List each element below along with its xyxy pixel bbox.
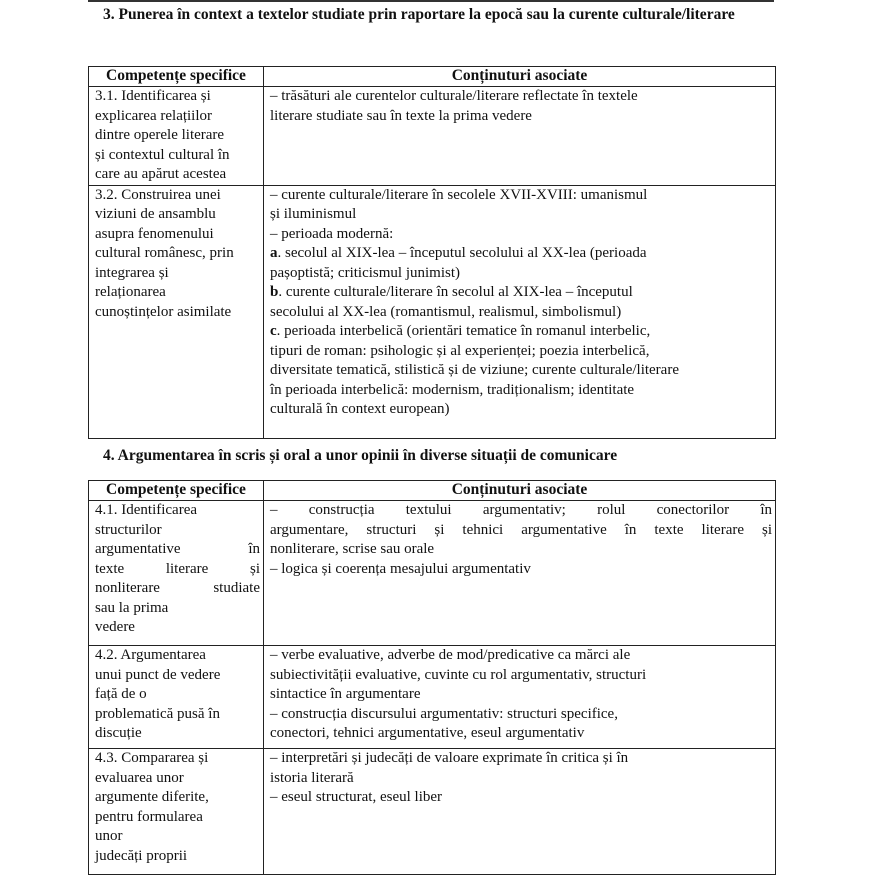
content-cell	[264, 749, 776, 875]
cell-line: pașoptistă; criticismul junimist)	[270, 264, 460, 281]
competence-cell	[89, 749, 264, 875]
cell-line: 4.3. Compararea și	[95, 750, 209, 766]
content-cell	[264, 87, 776, 186]
cell-line: argumente diferite,	[95, 789, 209, 805]
table-row	[89, 87, 776, 186]
cell-line: conectori, tehnici argumentative, eseul argumentativ	[270, 725, 585, 741]
cell-line: nonliterare studiate	[95, 580, 260, 596]
competence-cell	[89, 87, 264, 186]
cell-line: – construcția discursului argumentativ: structuri specifice,	[270, 705, 618, 722]
cell-line: dintre operele literare	[95, 127, 225, 143]
cell-line: integrarea și	[95, 264, 169, 281]
section-3-title: 3. Punerea în context a textelor studiate prin raportare la epocă sau la curente culturale/literare	[103, 6, 735, 23]
cell-line: texte literare și	[95, 560, 260, 577]
table-row	[89, 749, 776, 875]
competence-cell	[89, 185, 264, 438]
cell-line: în perioada interbelică: modernism, tradiționalism; identitate	[270, 381, 635, 398]
content-cell	[264, 646, 776, 749]
top-rule	[88, 0, 774, 2]
table-row	[89, 185, 776, 438]
header-contents: Conținuturi asociate	[264, 67, 776, 87]
cell-line: tipuri de roman: psihologic și al experienței; poezia interbelică,	[270, 342, 650, 359]
competences-table-section-3	[88, 66, 776, 439]
list-marker: c	[270, 323, 277, 339]
cell-line: istoria literară	[270, 769, 354, 786]
cell-line: 3.1. Identificarea și	[95, 88, 211, 104]
cell-line: b. curente culturale/literare în secolul al XIX-lea – începutul	[270, 284, 633, 300]
cell-line: unui punct de vedere	[95, 666, 221, 683]
competences-table-section-4	[88, 480, 776, 875]
cell-line: – verbe evaluative, adverbe de mod/predicative ca mărci ale	[270, 647, 631, 663]
cell-line: argumentative în	[95, 541, 260, 557]
cell-line: viziuni de ansamblu	[95, 206, 216, 222]
header-competences: Competențe specifice	[89, 67, 264, 87]
competence-cell	[89, 646, 264, 749]
cell-line: nonliterare, scrise sau orale	[270, 541, 435, 557]
table-header-row	[89, 481, 776, 501]
cell-line: față de o	[95, 686, 147, 702]
cell-line: cultural românesc, prin	[95, 245, 234, 261]
cell-line: 4.1. Identificarea	[95, 502, 198, 518]
cell-line: unor	[95, 828, 123, 844]
cell-line: diversitate tematică, stilistică și de viziune; curente culturale/literare	[270, 362, 679, 378]
list-marker: a	[270, 245, 278, 261]
cell-line: evaluarea unor	[95, 769, 184, 786]
content-cell	[264, 501, 776, 646]
cell-line: vedere	[95, 619, 135, 635]
cell-line: – logica și coerența mesajului argumentativ	[270, 560, 531, 577]
cell-line: argumentare, structuri și tehnici argumentative în texte literare și	[270, 521, 772, 538]
cell-line: literare studiate sau în texte la prima vedere	[270, 107, 532, 124]
cell-line: structurilor	[95, 521, 162, 538]
table-header-row	[89, 67, 776, 87]
content-cell	[264, 185, 776, 438]
section-4-title: 4. Argumentarea în scris și oral a unor opinii în diverse situații de comunicare	[103, 447, 618, 464]
cell-line: 4.2. Argumentarea	[95, 647, 206, 663]
cell-line: judecăți proprii	[95, 847, 188, 864]
table-row	[89, 646, 776, 749]
cell-line: sau la prima	[95, 599, 169, 616]
cell-line: discuție	[95, 725, 142, 741]
cell-line: care au apărut acestea	[95, 166, 227, 182]
header-contents: Conținuturi asociate	[264, 481, 776, 501]
cell-line: – trăsături ale curentelor culturale/literare reflectate în textele	[270, 88, 638, 104]
cell-line: c. perioada interbelică (orientări tematice în romanul interbelic,	[270, 323, 651, 339]
cell-line: – interpretări și judecăți de valoare exprimate în critica și în	[270, 750, 629, 766]
header-competences: Competențe specifice	[89, 481, 264, 501]
cell-line: pentru formularea	[95, 808, 203, 825]
cell-line: 3.2. Construirea unei	[95, 186, 221, 203]
cell-line: – eseul structurat, eseul liber	[270, 789, 443, 805]
cell-line: – perioada modernă:	[270, 225, 394, 242]
cell-line: relaționarea	[95, 284, 166, 300]
cell-line: subiectivității evaluative, cuvinte cu rol argumentativ, structuri	[270, 666, 647, 683]
cell-line: secolului al XX-lea (romantismul, realismul, simbolismul)	[270, 303, 622, 320]
list-marker: b	[270, 284, 279, 300]
cell-line: asupra fenomenului	[95, 225, 214, 242]
cell-line: sintactice în argumentare	[270, 686, 421, 702]
competence-cell	[89, 501, 264, 646]
table-row	[89, 501, 776, 646]
cell-line: și contextul cultural în	[95, 146, 230, 163]
cell-line: – curente culturale/literare în secolele XVII-XVIII: umanismul	[270, 186, 648, 203]
cell-line: culturală în context european)	[270, 401, 450, 417]
cell-line: explicarea relațiilor	[95, 107, 213, 124]
cell-line: și iluminismul	[270, 206, 357, 222]
cell-line: cunoștințelor asimilate	[95, 303, 232, 320]
cell-line: a. secolul al XIX-lea – începutul secolului al XX-lea (perioada	[270, 245, 647, 261]
cell-line: problematică pusă în	[95, 705, 220, 722]
cell-line: – construcția textului argumentativ; rolul conectorilor în	[270, 502, 772, 518]
